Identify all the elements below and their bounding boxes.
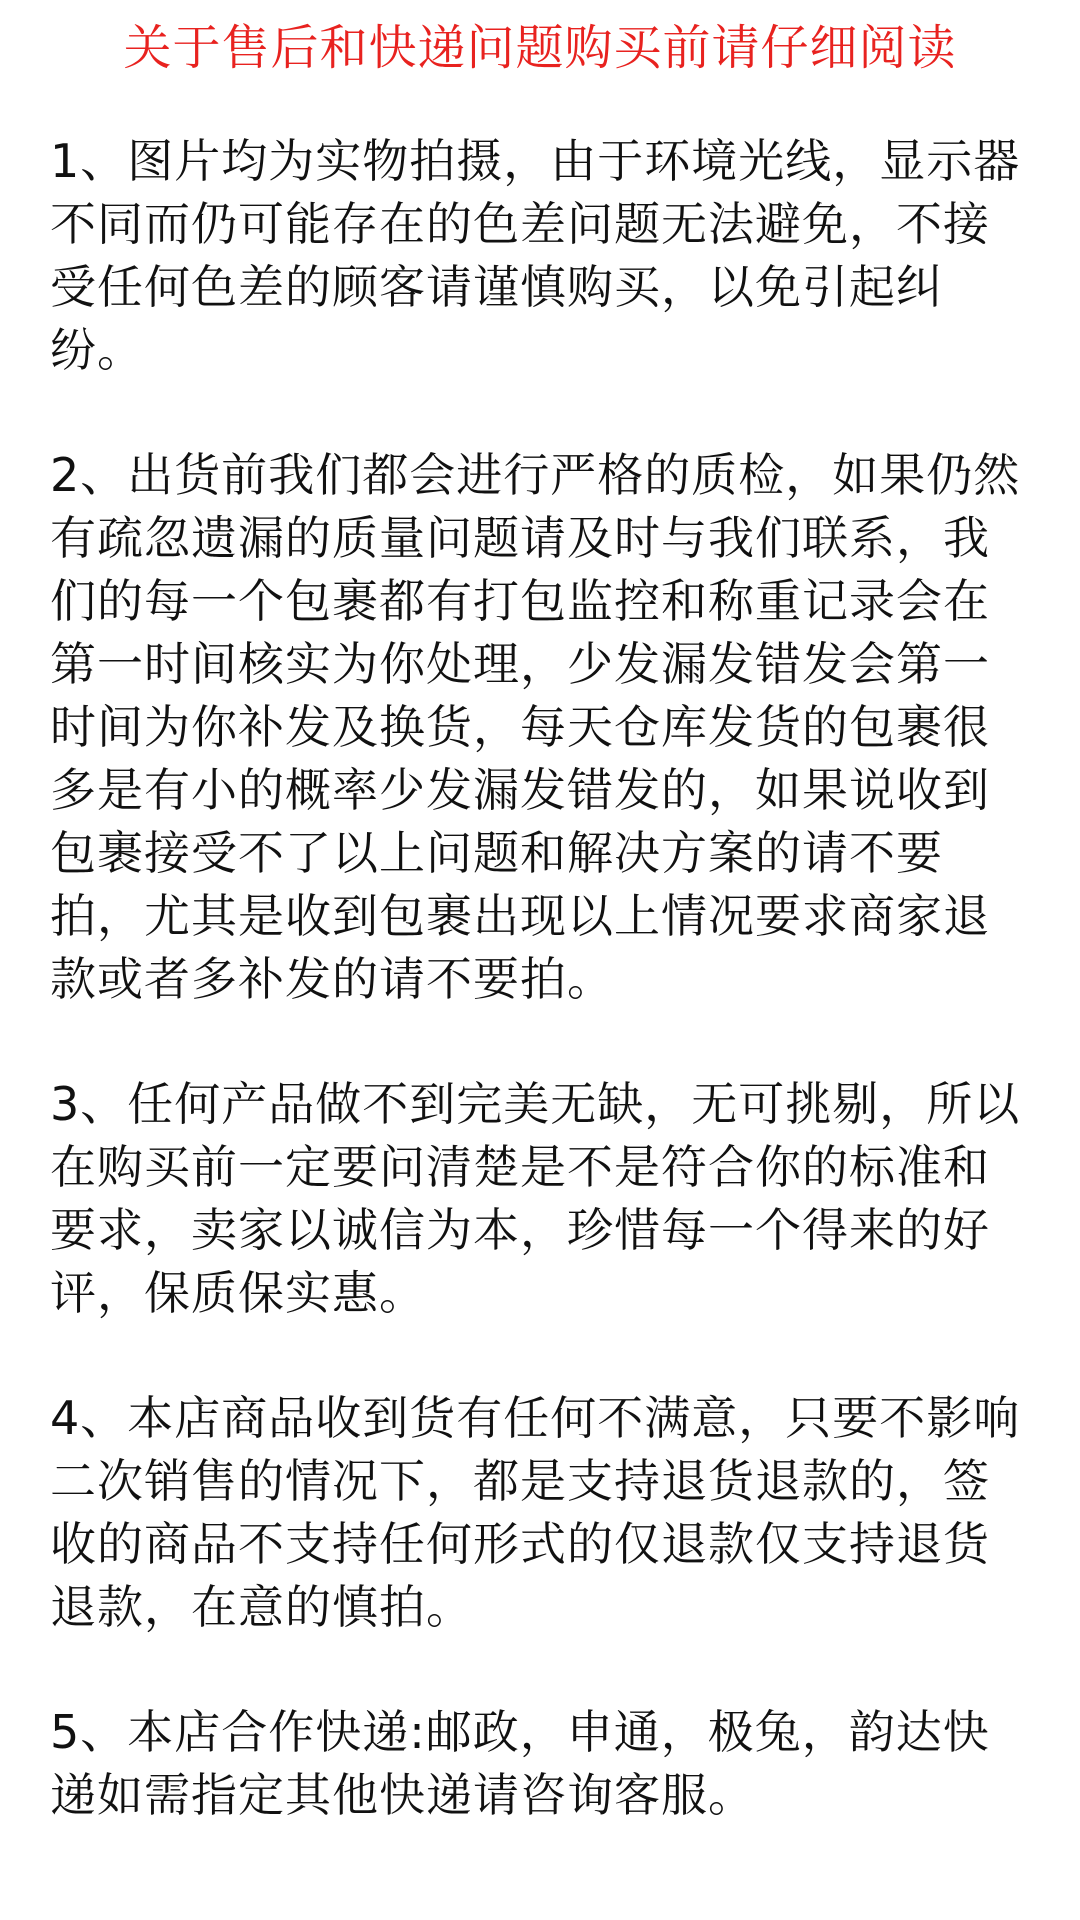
- notice-paragraph-2: 2、出货前我们都会进行严格的质检，如果仍然有疏忽遗漏的质量问题请及时与我们联系，我们的每一个包裹都有打包监控和称重记录会在第一时间核实为你处理，少发漏发错发会第一时间为你补发及换货，每天仓库发货的包裹很多是有小的概率少发漏发错发的，如果说收到包裹接受不了以上问题和解决方案的请不要拍，尤其是收到包裹出现以上情况要求商家退款或者多补发的请不要拍。: [50, 448, 1021, 1006]
- notice-paragraph-1: 1、图片均为实物拍摄，由于环境光线，显示器不同而仍可能存在的色差问题无法避免，不接受任何色差的顾客请谨慎购买，以免引起纠纷。: [50, 134, 1021, 377]
- notice-paragraph-4: 4、本店商品收到货有任何不满意，只要不影响二次销售的情况下，都是支持退货退款的，签收的商品不支持任何形式的仅退款仅支持退货退款，在意的慎拍。: [50, 1391, 1021, 1634]
- notice-title: 关于售后和快递问题购买前请仔细阅读: [123, 20, 957, 76]
- notice-body: [50, 130, 1030, 1827]
- notice-paragraph-5: 5、本店合作快递:邮政，申通，极兔，韵达快递如需指定其他快递请咨询客服。: [50, 1705, 990, 1822]
- notice-paragraph-3: 3、任何产品做不到完美无缺，无可挑剔，所以在购买前一定要问清楚是不是符合你的标准和要求，卖家以诚信为本，珍惜每一个得来的好评，保质保实惠。: [50, 1077, 1021, 1320]
